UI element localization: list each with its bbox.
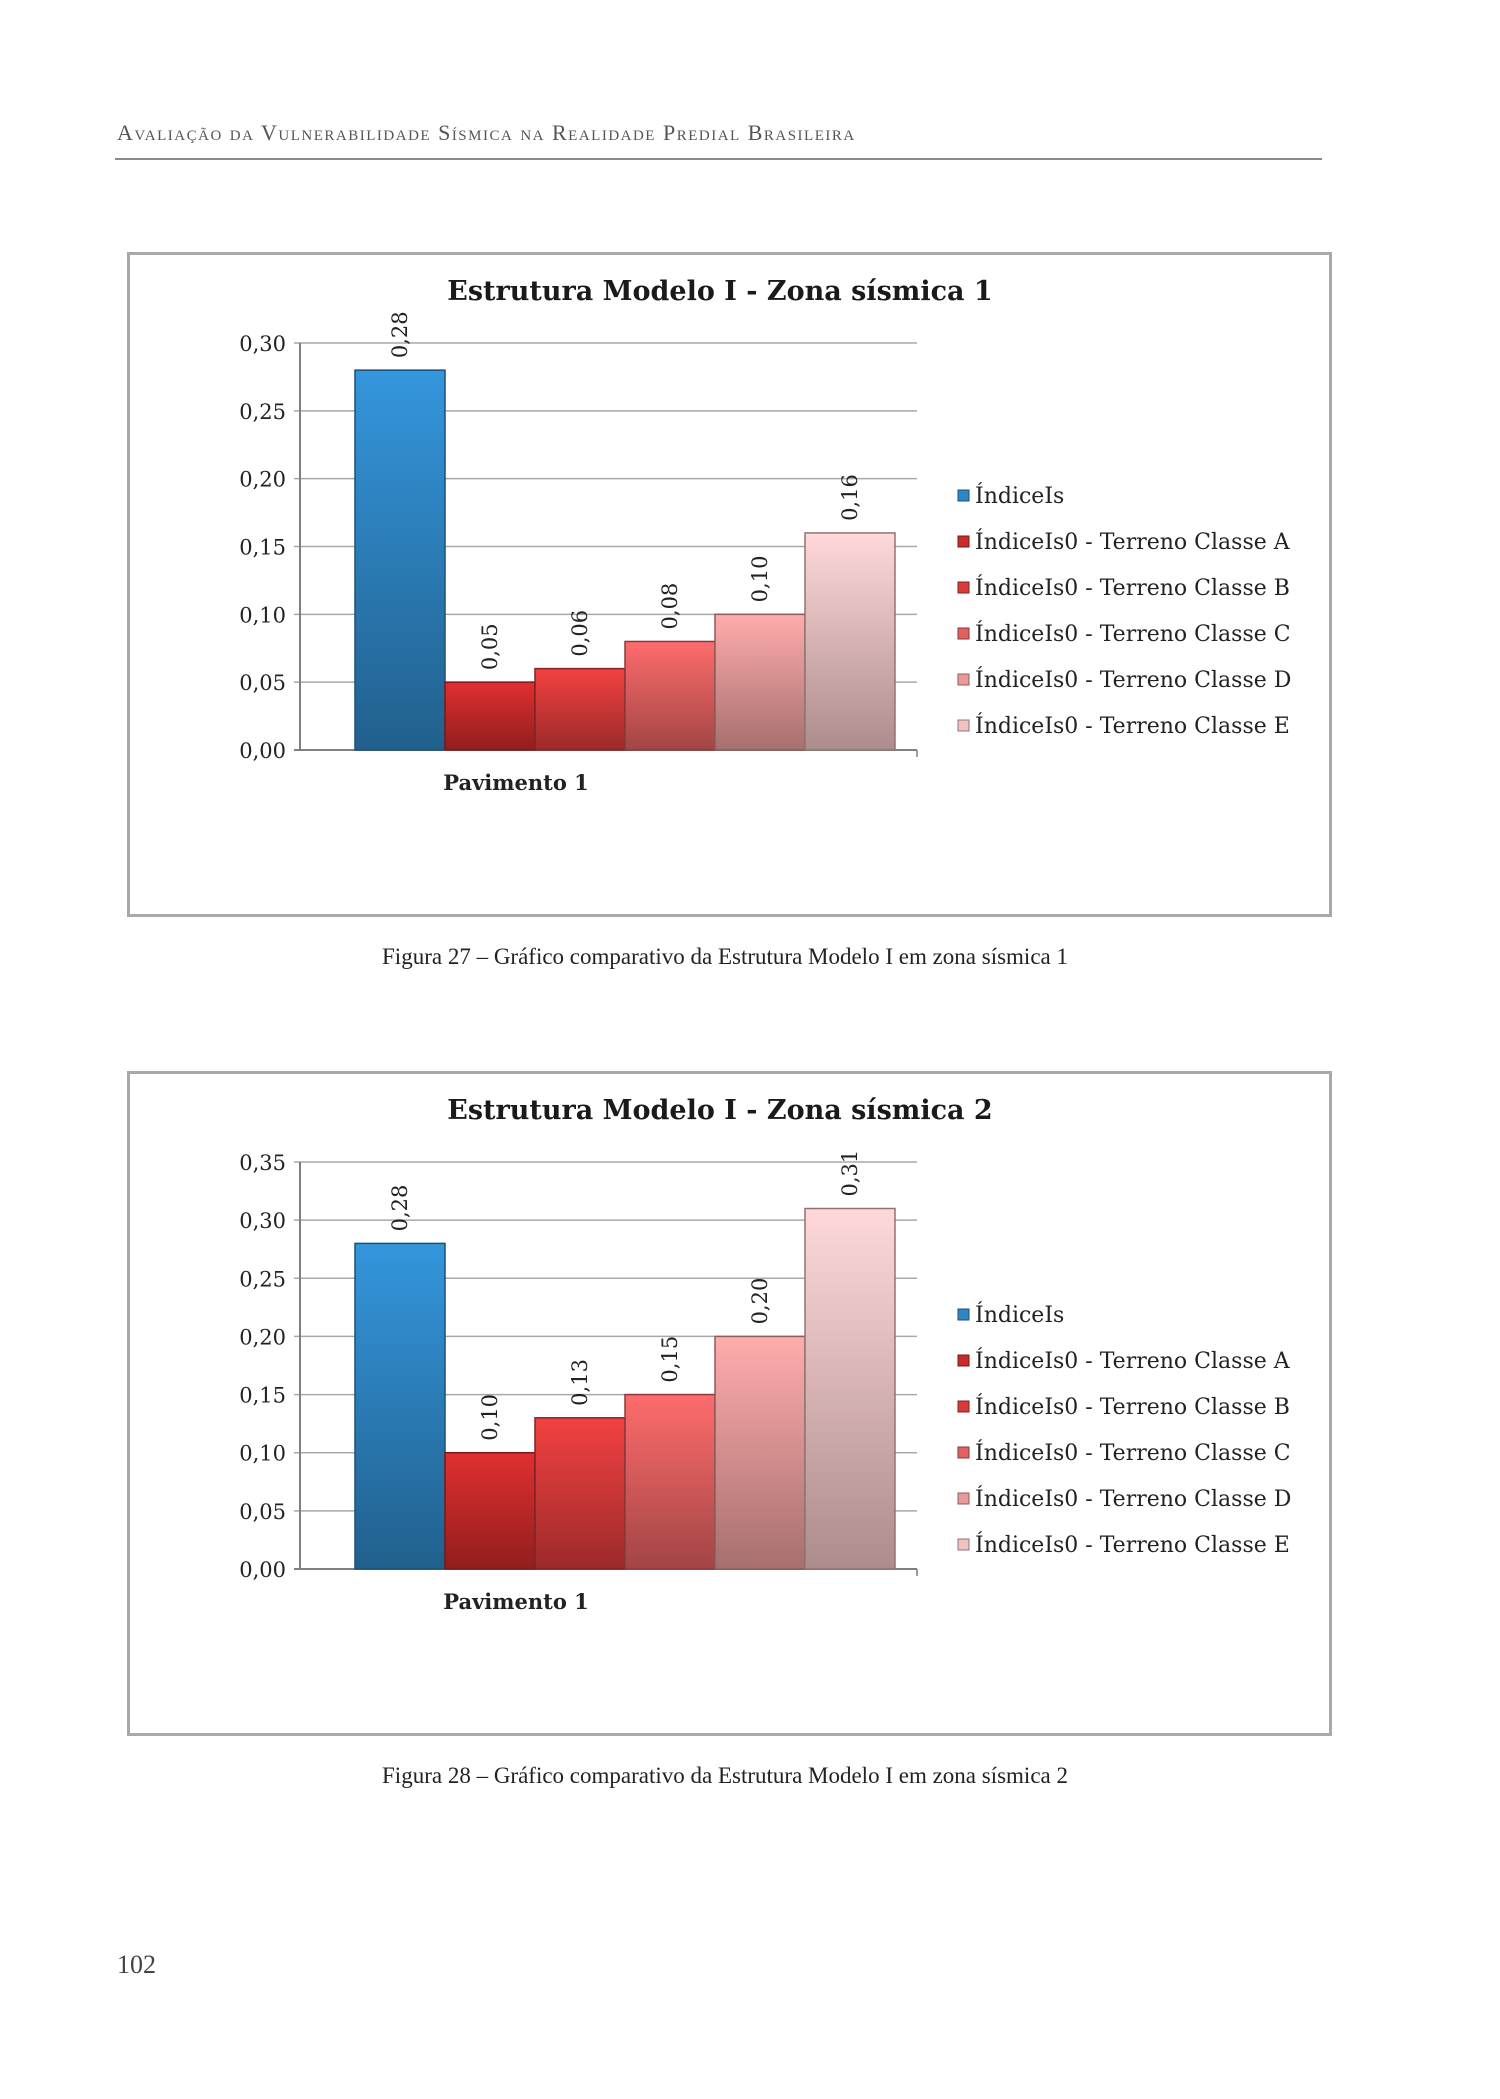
bar [715, 614, 805, 750]
legend-entry: ÍndiceIs0 - Terreno Classe A [975, 530, 1290, 555]
legend-swatch [958, 1493, 969, 1504]
chart-figure-27 [127, 252, 1332, 917]
y-tick-label: 0,10 [239, 603, 286, 628]
data-label: 0,06 [568, 609, 592, 657]
bar [715, 1336, 805, 1569]
legend-entry: ÍndiceIs0 - Terreno Classe D [975, 668, 1292, 693]
y-tick-label: 0,00 [239, 1558, 286, 1582]
legend-entry: ÍndiceIs0 - Terreno Classe C [975, 1441, 1291, 1466]
bar [805, 1209, 895, 1569]
bar [805, 533, 895, 750]
page-number: 102 [117, 1950, 156, 1979]
legend-swatch [958, 1401, 969, 1412]
legend-swatch [958, 628, 969, 639]
legend-swatch [958, 1539, 969, 1550]
data-label: 0,28 [388, 311, 412, 359]
chart-title: Estrutura Modelo I - Zona sísmica 1 [447, 276, 993, 307]
y-tick-label: 0,30 [239, 1209, 286, 1234]
data-label: 0,16 [838, 474, 862, 521]
legend-entry: ÍndiceIs [975, 1303, 1065, 1328]
legend-swatch [958, 582, 969, 593]
data-label: 0,28 [388, 1184, 412, 1232]
legend-swatch [958, 1355, 969, 1366]
legend-entry: ÍndiceIs0 - Terreno Classe A [975, 1349, 1290, 1374]
legend-swatch [958, 720, 969, 731]
y-tick-label: 0,30 [239, 332, 286, 356]
y-tick-label: 0,20 [239, 467, 286, 492]
bar [445, 682, 535, 750]
legend-entry: ÍndiceIs0 - Terreno Classe B [975, 1395, 1290, 1420]
data-label: 0,13 [568, 1359, 592, 1406]
y-tick-label: 0,35 [239, 1151, 286, 1175]
legend-swatch [958, 1309, 969, 1320]
y-tick-label: 0,00 [239, 739, 286, 763]
legend-entry: ÍndiceIs0 - Terreno Classe B [975, 576, 1290, 601]
x-category-label: Pavimento 1 [443, 770, 589, 795]
legend-entry: ÍndiceIs [975, 484, 1065, 509]
header-rule [115, 158, 1322, 160]
legend-swatch [958, 536, 969, 547]
legend-entry: ÍndiceIs0 - Terreno Classe C [975, 622, 1291, 647]
y-tick-label: 0,10 [239, 1441, 286, 1466]
data-label: 0,20 [748, 1277, 772, 1325]
bar [355, 370, 445, 750]
chart-figure-28 [127, 1071, 1332, 1736]
y-tick-label: 0,15 [239, 1383, 286, 1408]
data-label: 0,15 [658, 1335, 682, 1383]
y-tick-label: 0,25 [239, 399, 286, 424]
y-tick-label: 0,25 [239, 1267, 286, 1292]
chart-title: Estrutura Modelo I - Zona sísmica 2 [447, 1095, 993, 1126]
x-category-label: Pavimento 1 [443, 1589, 589, 1614]
bar [445, 1453, 535, 1569]
y-tick-label: 0,05 [239, 1499, 286, 1524]
data-label: 0,10 [478, 1393, 502, 1441]
figure-caption-27: Figura 27 – Gráfico comparativo da Estrutura Modelo I em zona sísmica 1 [382, 944, 1068, 969]
bar-chart-zona-1 [130, 255, 1329, 914]
legend-entry: ÍndiceIs0 - Terreno Classe E [975, 714, 1290, 739]
y-tick-label: 0,15 [239, 535, 286, 560]
legend-entry: ÍndiceIs0 - Terreno Classe D [975, 1487, 1292, 1512]
bar [625, 1395, 715, 1569]
running-head: Avaliação da Vulnerabilidade Sísmica na Realidade Predial Brasileira [117, 120, 856, 145]
y-tick-label: 0,05 [239, 671, 286, 696]
bar [355, 1243, 445, 1569]
data-label: 0,08 [658, 582, 682, 630]
figure-caption-28: Figura 28 – Gráfico comparativo da Estrutura Modelo I em zona sísmica 2 [382, 1763, 1068, 1788]
legend-entry: ÍndiceIs0 - Terreno Classe E [975, 1533, 1290, 1558]
bar [535, 1418, 625, 1569]
legend-swatch [958, 490, 969, 501]
data-label: 0,31 [838, 1149, 862, 1197]
bar-chart-zona-2 [130, 1074, 1329, 1733]
legend-swatch [958, 674, 969, 685]
bar [535, 669, 625, 750]
data-label: 0,05 [478, 623, 502, 671]
data-label: 0,10 [748, 555, 772, 603]
y-tick-label: 0,20 [239, 1325, 286, 1350]
bar [625, 641, 715, 750]
legend-swatch [958, 1447, 969, 1458]
